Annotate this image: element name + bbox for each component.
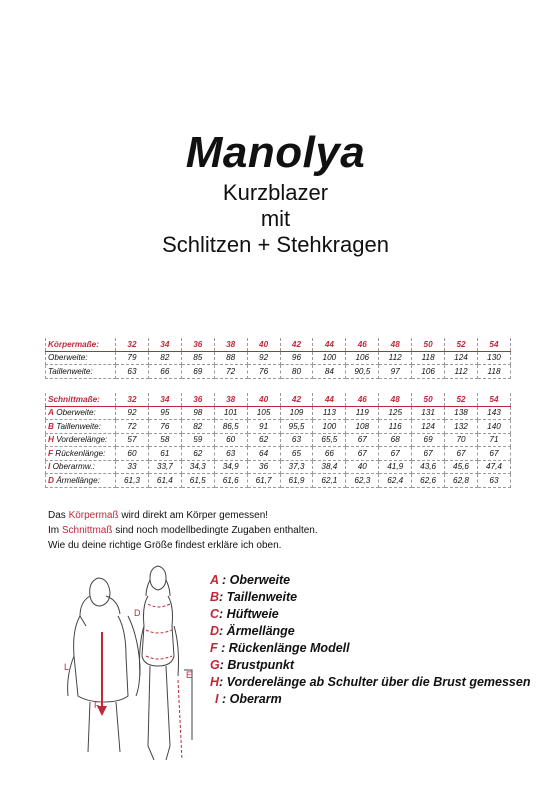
value-cell: 65,5 [313, 433, 346, 447]
figure-label-d: D [134, 608, 141, 618]
legend-text: : Taillenweite [219, 590, 298, 604]
size-header-row [46, 393, 511, 406]
value-cell: 61,3 [116, 474, 149, 488]
value-cell: 105 [247, 406, 280, 420]
size-header-cell: 44 [313, 338, 346, 351]
row-label [46, 433, 116, 447]
value-cell: 116 [379, 420, 412, 434]
legend-letter: B [210, 590, 220, 604]
value-cell: 61 [148, 447, 181, 461]
figure-label-f: F [94, 700, 100, 710]
value-cell: 91 [247, 420, 280, 434]
value-cell: 88 [214, 351, 247, 365]
value-cell: 67 [346, 447, 379, 461]
note-line-1 [48, 508, 318, 523]
legend-letter: G [210, 658, 220, 672]
value-cell: 71 [477, 433, 510, 447]
value-cell: 59 [181, 433, 214, 447]
row-label [46, 474, 116, 488]
value-cell: 96 [280, 351, 313, 365]
legend-letter: D [210, 624, 220, 638]
size-header-cell: 34 [148, 338, 181, 351]
value-cell: 113 [313, 406, 346, 420]
value-cell: 130 [477, 351, 510, 365]
value-cell: 43,6 [412, 460, 445, 474]
value-cell: 143 [477, 406, 510, 420]
legend-letter: A [210, 573, 219, 587]
size-header-cell: 50 [412, 338, 445, 351]
value-cell: 85 [181, 351, 214, 365]
value-cell: 63 [280, 433, 313, 447]
value-cell: 138 [445, 406, 478, 420]
value-cell: 100 [313, 351, 346, 365]
table-row [46, 447, 511, 461]
size-header-cell: 46 [346, 393, 379, 406]
size-header-cell: 48 [379, 338, 412, 351]
legend-item [210, 572, 530, 589]
legend-text: : Vorderelänge ab Schulter über die Brust gemessen [219, 675, 531, 689]
value-cell: 41,9 [379, 460, 412, 474]
value-cell: 140 [477, 420, 510, 434]
pattern-measurements-table [45, 393, 511, 488]
value-cell: 67 [445, 447, 478, 461]
table-row [46, 406, 511, 420]
value-cell: 67 [477, 447, 510, 461]
figure-label-e: E [186, 670, 193, 680]
row-label-text: Taillenweite: [56, 421, 101, 431]
row-label-text: Oberarmw.: [52, 462, 95, 472]
size-header-cell: 48 [379, 393, 412, 406]
size-header-cell: 52 [445, 393, 478, 406]
value-cell: 66 [313, 447, 346, 461]
front-view-figure [140, 566, 193, 760]
row-label-text: Oberweite: [48, 353, 88, 363]
legend-letter: C [210, 607, 220, 621]
value-cell: 47,4 [477, 460, 510, 474]
size-header-cell: 46 [346, 338, 379, 351]
figure-label-l: L [64, 662, 70, 672]
table-header-label: Schnittmaße: [46, 393, 116, 406]
subtitle-line-1: Kurzblazer [222, 180, 329, 205]
value-cell: 36 [247, 460, 280, 474]
value-cell: 76 [148, 420, 181, 434]
value-cell: 82 [148, 351, 181, 365]
row-label-text: Oberweite: [56, 408, 96, 418]
legend-text: : Oberweite [218, 573, 291, 587]
value-cell: 65 [280, 447, 313, 461]
value-cell: 68 [379, 433, 412, 447]
row-label [46, 351, 116, 365]
back-view-figure [68, 578, 140, 752]
value-cell: 95,5 [280, 420, 313, 434]
value-cell: 63 [116, 365, 149, 379]
value-cell: 112 [445, 365, 478, 379]
value-cell: 62,4 [379, 474, 412, 488]
row-label [46, 460, 116, 474]
value-cell: 63 [477, 474, 510, 488]
pattern-title: Manolya [185, 128, 366, 177]
row-letter: H [48, 435, 54, 445]
row-label-text: Vorderelänge: [56, 435, 108, 445]
value-cell: 92 [116, 406, 149, 420]
size-header-cell: 32 [116, 338, 149, 351]
front-measure-lines [146, 604, 182, 760]
legend-item [210, 606, 530, 623]
legend-text: : Rückenlänge Modell [217, 641, 350, 655]
value-cell: 61,6 [214, 474, 247, 488]
value-cell: 98 [181, 406, 214, 420]
legend-item [210, 674, 530, 691]
value-cell: 57 [116, 433, 149, 447]
note-text: Im [48, 525, 62, 536]
value-cell: 34,9 [214, 460, 247, 474]
value-cell: 124 [445, 351, 478, 365]
value-cell: 66 [148, 365, 181, 379]
value-cell: 37,3 [280, 460, 313, 474]
size-header-cell: 54 [477, 393, 510, 406]
value-cell: 90,5 [346, 365, 379, 379]
legend-letter: H [210, 675, 220, 689]
note-line-3: Wie du deine richtige Größe findest erkläre ich oben. [48, 540, 282, 551]
size-header-cell: 50 [412, 393, 445, 406]
value-cell: 62 [181, 447, 214, 461]
value-cell: 86,5 [214, 420, 247, 434]
value-cell: 62,8 [445, 474, 478, 488]
row-label [46, 406, 116, 420]
value-cell: 101 [214, 406, 247, 420]
value-cell: 124 [412, 420, 445, 434]
subtitle-line-3: Schlitzen + Stehkragen [162, 232, 389, 257]
value-cell: 62,6 [412, 474, 445, 488]
value-cell: 62,1 [313, 474, 346, 488]
value-cell: 67 [412, 447, 445, 461]
value-cell: 82 [181, 420, 214, 434]
legend-item [210, 589, 530, 606]
value-cell: 40 [346, 460, 379, 474]
note-text: Das [48, 510, 69, 521]
value-cell: 76 [247, 365, 280, 379]
value-cell: 69 [181, 365, 214, 379]
size-header-cell: 38 [214, 393, 247, 406]
value-cell: 108 [346, 420, 379, 434]
note-text: wird direkt am Körper gemessen! [118, 510, 269, 521]
value-cell: 62 [247, 433, 280, 447]
legend-text: : Hüftweie [219, 607, 279, 621]
size-header-cell: 54 [477, 338, 510, 351]
row-label-text: Rückenlänge: [55, 448, 106, 458]
legend-item [210, 640, 530, 657]
table-row [46, 351, 511, 365]
table-row [46, 433, 511, 447]
size-header-cell: 52 [445, 338, 478, 351]
value-cell: 67 [346, 433, 379, 447]
legend-letter: F [210, 641, 218, 655]
row-label-text: Taillenweite: [48, 366, 93, 376]
value-cell: 109 [280, 406, 313, 420]
size-header-cell: 38 [214, 338, 247, 351]
value-cell: 84 [313, 365, 346, 379]
size-header-cell: 42 [280, 393, 313, 406]
value-cell: 119 [346, 406, 379, 420]
note-line-2 [48, 523, 318, 538]
value-cell: 97 [379, 365, 412, 379]
size-header-cell: 32 [116, 393, 149, 406]
value-cell: 92 [247, 351, 280, 365]
measurement-note [48, 508, 318, 553]
legend-item [210, 691, 530, 708]
value-cell: 106 [412, 365, 445, 379]
row-letter: A [48, 408, 54, 418]
value-cell: 60 [116, 447, 149, 461]
size-header-cell: 34 [148, 393, 181, 406]
value-cell: 61,7 [247, 474, 280, 488]
value-cell: 106 [346, 351, 379, 365]
row-letter: B [48, 421, 54, 431]
legend-text: : Ärmellänge [219, 624, 295, 638]
value-cell: 33 [116, 460, 149, 474]
size-header-cell: 44 [313, 393, 346, 406]
measurement-figures-illustration [50, 560, 210, 770]
value-cell: 58 [148, 433, 181, 447]
value-cell: 33,7 [148, 460, 181, 474]
value-cell: 45,6 [445, 460, 478, 474]
note-highlight: Schnittmaß [61, 525, 113, 536]
value-cell: 125 [379, 406, 412, 420]
value-cell: 64 [247, 447, 280, 461]
size-header-cell: 42 [280, 338, 313, 351]
value-cell: 60 [214, 433, 247, 447]
value-cell: 72 [214, 365, 247, 379]
value-cell: 70 [445, 433, 478, 447]
row-label-text: Ärmellänge: [56, 475, 100, 485]
value-cell: 67 [379, 447, 412, 461]
legend-text: : Brustpunkt [219, 658, 295, 672]
value-cell: 62,3 [346, 474, 379, 488]
legend-item [210, 657, 530, 674]
value-cell: 118 [412, 351, 445, 365]
legend-item [210, 623, 530, 640]
value-cell: 100 [313, 420, 346, 434]
value-cell: 69 [412, 433, 445, 447]
value-cell: 95 [148, 406, 181, 420]
note-highlight: Körpermaß [68, 510, 119, 521]
legend-letter: I [215, 692, 219, 706]
value-cell: 79 [116, 351, 149, 365]
table-row [46, 474, 511, 488]
value-cell: 80 [280, 365, 313, 379]
row-letter: D [48, 475, 54, 485]
row-letter: F [48, 448, 54, 458]
size-header-cell: 36 [181, 338, 214, 351]
size-header-cell: 36 [181, 393, 214, 406]
size-header-cell: 40 [247, 393, 280, 406]
value-cell: 61,5 [181, 474, 214, 488]
value-cell: 63 [214, 447, 247, 461]
row-letter: I [48, 462, 51, 472]
value-cell: 34,3 [181, 460, 214, 474]
table-header-label: Körpermaße: [46, 338, 116, 351]
row-label [46, 420, 116, 434]
value-cell: 112 [379, 351, 412, 365]
value-cell: 38,4 [313, 460, 346, 474]
table-row [46, 420, 511, 434]
body-measurements-table [45, 338, 511, 379]
value-cell: 72 [116, 420, 149, 434]
value-cell: 118 [477, 365, 510, 379]
measurement-legend [210, 572, 530, 708]
size-header-row [46, 338, 511, 351]
value-cell: 61,4 [148, 474, 181, 488]
table-row [46, 365, 511, 379]
size-header-cell: 40 [247, 338, 280, 351]
legend-text: : Oberarm [218, 692, 282, 706]
note-text: sind noch modellbedingte Zugaben enthalten. [112, 525, 318, 536]
value-cell: 61,9 [280, 474, 313, 488]
value-cell: 132 [445, 420, 478, 434]
row-label [46, 365, 116, 379]
value-cell: 131 [412, 406, 445, 420]
row-label [46, 447, 116, 461]
table-row [46, 460, 511, 474]
subtitle-line-2: mit [260, 206, 291, 231]
